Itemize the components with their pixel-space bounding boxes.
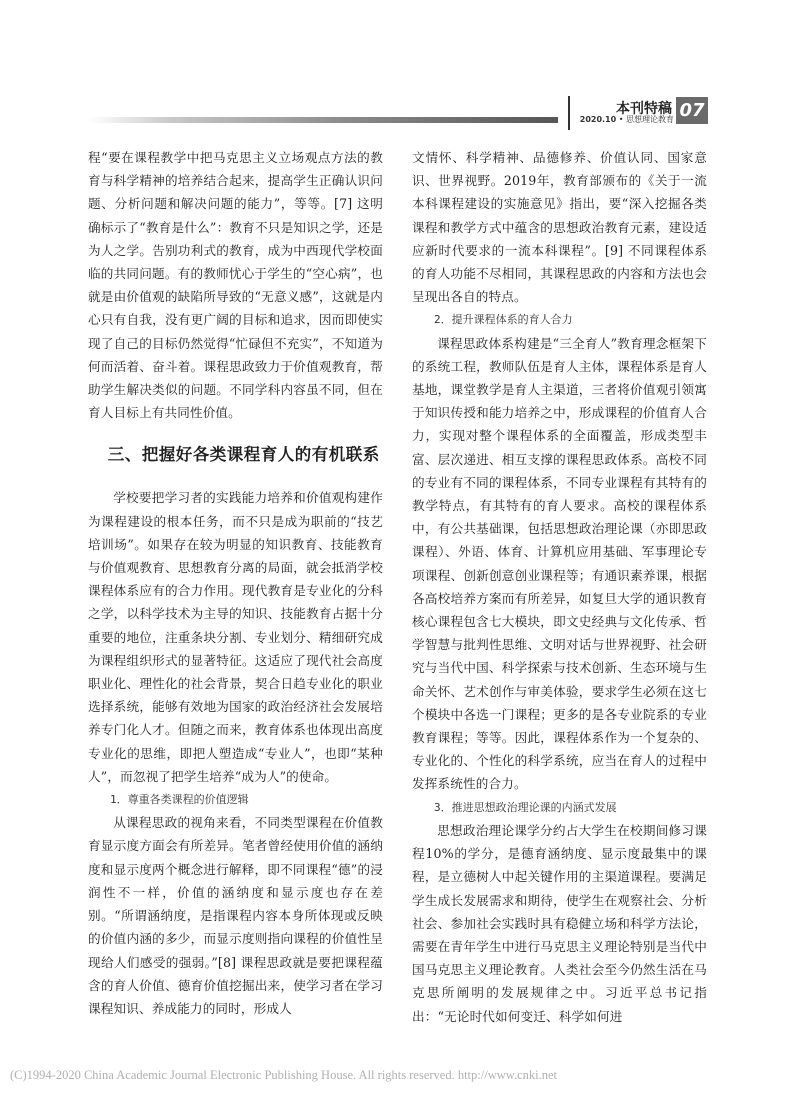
- paragraph: 思想政治理论课学分约占大学生在校期间修习课程10%的学分，是德育涵纳度、显示度最集中的课程，是立德树人中起关键作用的主渠道课程。要满足学生成长发展需求和期待，使学生在观察社会、分析社会、参加社会实践时具有稳健立场和科学方法论，需要在青年学生中进行马克思主义理论特别是当代中国马克思主义理论教育。人类社会至今仍然生活在马克思所阐明的发展规律之中。习近平总书记指出：“无论时代如何变迁、科学如何进: [412, 822, 707, 1024]
- left-column: [88, 146, 383, 1020]
- page-number: 07: [676, 97, 708, 124]
- subsection-heading: 2．提升课程体系的育人合力: [434, 313, 573, 327]
- section-heading: 三、把握好各类课程育人的有机联系: [107, 445, 380, 465]
- journal-name: 思想理论教育: [626, 115, 674, 124]
- subsection-heading: 1．尊重各类课程的价值逻辑: [110, 793, 249, 807]
- right-column: [412, 146, 707, 1028]
- issue-info: 2020.10 • 思想理论教育: [579, 115, 674, 124]
- issue-number: 2020.10: [579, 115, 617, 124]
- paragraph: 学校要把学习者的实践能力培养和价值观构建作为课程建设的根本任务，而不只是成为职前的“技艺培训场”。如果存在较为明显的知识教育、技能教育与价值观教育、思想教育分离的局面，就会抵消学校课程体系应有的合力作用。现代教育是专业化的分科之学，以科学技术为主导的知识、技能教育占据十分重要的地位，注重条块分割、专业划分、精细研究成为课程组织形式的显著特征。这适应了现代社会高度职业化、理性化的社会背景，契合日趋专业化的职业选择系统，能够有效地为国家的政治经济社会发展培养专门化人才。但随之而来，教育体系也体现出高度专业化的思维，即把人塑造成“专业人”，也即“某种人”，而忽视了把学生培养“成为人”的使命。: [88, 490, 383, 784]
- section-title: 本刊特稿: [616, 101, 672, 117]
- paragraph: 课程思政体系构建是“三全育人”教育理念框架下的系统工程，教师队伍是育人主体，课程体系是育人基地，课堂教学是育人主渠道，三者将价值观引领寓于知识传授和能力培养之中，形成课程的价值育人合力，实现对整个课程体系的全面覆盖，形成类型丰富、层次递进、相互支撑的课程思政体系。高校不同的专业有不同的课程体系，不同专业课程有其特有的教学特点，有其特有的育人要求。高校的课程体系中，有公共基础课，包括思想政治理论课（亦即思政课程）、外语、体育、计算机应用基础、军事理论专项课程、创新创意创业课程等；有通识素养课，根据各高校培养方案而有所差异，如复旦大学的通识教育核心课程包含七大模块，即文史经典与文化传承、哲学智慧与批判性思维、文明对话与世界视野、社会研究与当代中国、科学探索与技术创新、生态环境与生命关怀、艺术创作与审美体验，要求学生必须在这七个模块中各选一门课程；更多的是各专业院系的专业教育课程；等等。因此，课程体系作为一个复杂的、专业化的、个性化的科学系统，应当在育人的过程中发挥系统性的合力。: [412, 335, 707, 792]
- copyright-footer: (C)1994-2020 China Academic Journal Electronic Publishing House. All rights reserved. http://www.cnki.net: [10, 1068, 558, 1082]
- subsection-heading: 3．推进思想政治理论课的内涵式发展: [434, 800, 617, 814]
- paragraph: 从课程思政的视角来看，不同类型课程在价值教育显示度方面会有所差异。笔者曾经使用价值的涵纳度和显示度两个概念进行解释，即不同课程“德”的浸润性不一样，价值的涵纳度和显示度也存在差别。“所谓涵纳度，是指课程内容本身所体现或反映的价值内涵的多少，而显示度则指向课程的价值性呈现给人们感受的强弱。”[8] 课程思政就是要把课程蕴含的育人价值、德育价值挖掘出来，使学习者在学习课程知识、养成能力的同时，形成人: [88, 815, 383, 1016]
- paragraph: 程“要在课程教学中把马克思主义立场观点方法的教育与科学精神的培养结合起来，提高学生正确认识问题、分析问题和解决问题的能力”，等等。[7] 这明确标示了“教育是什么”：教育不只是知识之学，还是为人之学。告别功利式的教育，成为中西现代学校面临的共同问题。有的教师忧心于学生的“空心病”，也就是由价值观的缺陷所导致的“无意义感”，这就是内心只有自我，没有更广阔的目标和追求，因而即使实现了自己的目标仍然觉得“忙碌但不充实”，不知道为何而活着、奋斗着。课程思政致力于价值观教育，帮助学生解决类似的问题。不同学科内容虽不同，但在育人目标上有共同性价值。: [88, 150, 383, 421]
- header-rule: [88, 117, 558, 123]
- header-divider: [568, 96, 570, 130]
- paragraph: 文情怀、科学精神、品德修养、价值认同、国家意识、世界视野。2019年，教育部颁布的《关于一流本科课程建设的实施意见》指出，要“深入挖掘各类课程和教学方式中蕴含的思想政治教育元素，建设适应新时代要求的一流本科课程”。[9] 不同课程体系的育人功能不尽相同，其课程思政的内容和方法也会呈现出各自的特点。: [412, 150, 707, 305]
